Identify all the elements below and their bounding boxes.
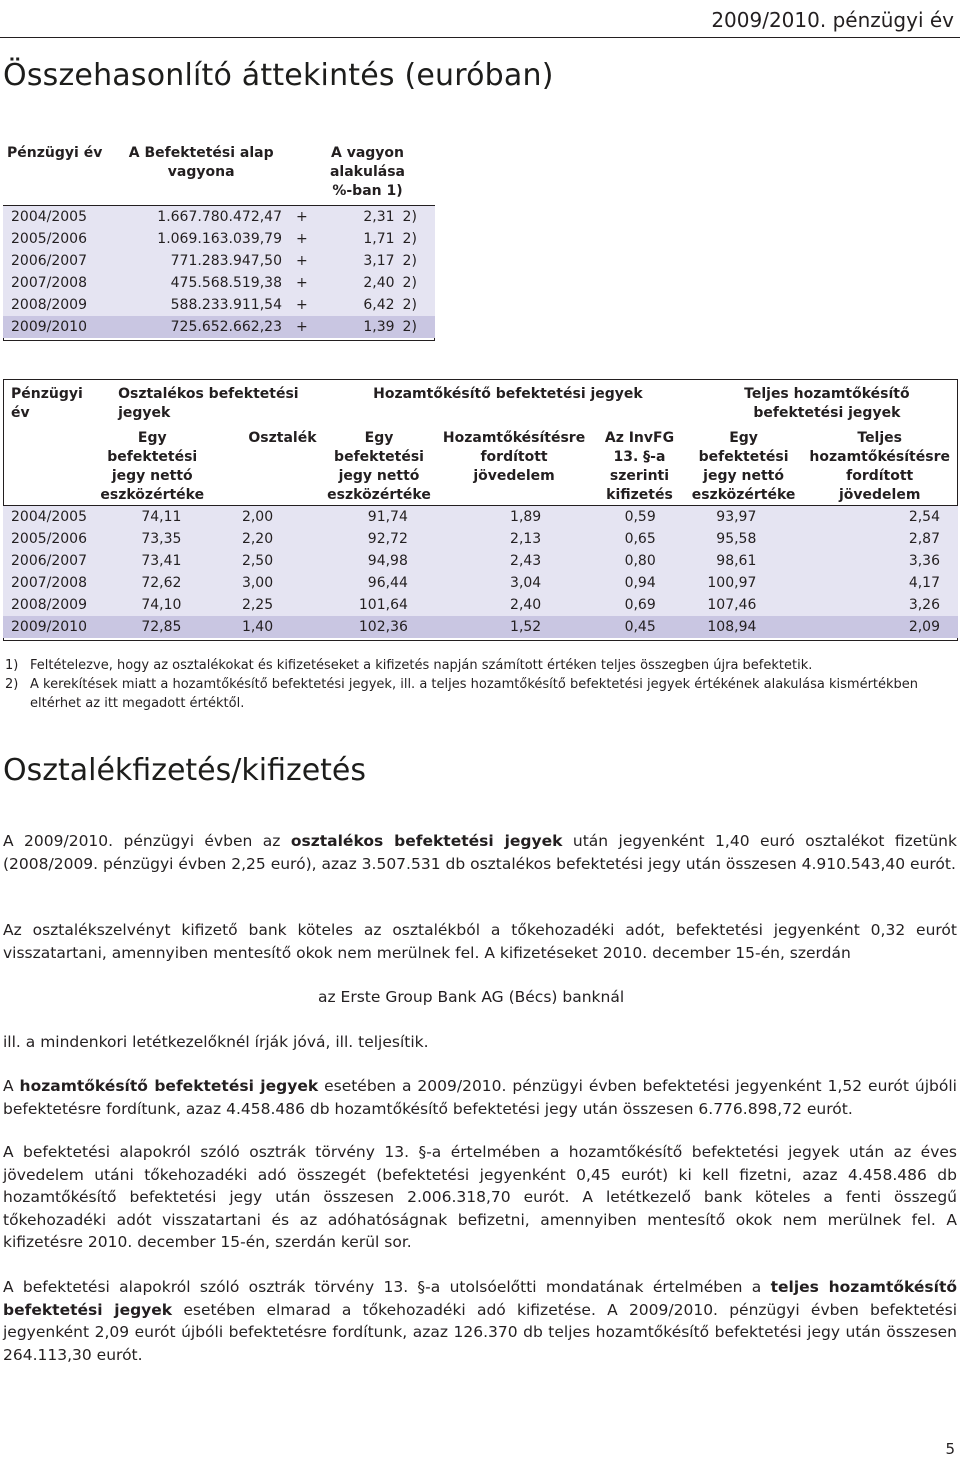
- text-run: esetében a 2009/2010. pénzügyi évben befektetési jegyenként 1,52 eurót újbóli befektetésre fordítunk, azaz 4.458.486 db hozamtőkésítő befektetési jegy után összesen 6.776.898,72 eurót.: [3, 1077, 957, 1118]
- table-row: [3, 250, 435, 272]
- change-cell: 6,42: [326, 294, 402, 316]
- year-cell: 2004/2005: [3, 206, 106, 228]
- payout-cell: 0,94: [593, 572, 686, 594]
- acc-nav-cell: 96,44: [323, 572, 435, 594]
- sign-cell: +: [296, 228, 326, 250]
- table-row: [3, 528, 958, 550]
- table-row: [3, 616, 958, 638]
- acc-nav-cell: 102,36: [323, 616, 435, 638]
- sign-cell: +: [296, 250, 326, 272]
- footnotes: [5, 656, 955, 713]
- div-nav-cell: 73,35: [96, 528, 208, 550]
- full-nav-cell: 95,58: [686, 528, 802, 550]
- text-run-bold: hozamtőkésítő befektetési jegyek: [19, 1077, 319, 1095]
- reinvested-cell: 2,13: [435, 528, 593, 550]
- year-cell: 2007/2008: [3, 572, 96, 594]
- note-cell: 2): [403, 294, 435, 316]
- assets-cell: 475.568.519,38: [106, 272, 296, 294]
- note-cell: 2): [403, 228, 435, 250]
- year-cell: 2008/2009: [3, 294, 106, 316]
- paragraph-dividend: [3, 830, 957, 875]
- reinvested-cell: 3,04: [435, 572, 593, 594]
- group-header-year: Pénzügyi év: [11, 386, 83, 421]
- year-cell: 2006/2007: [3, 550, 96, 572]
- share-value-table: [3, 379, 958, 638]
- table-row: [3, 206, 435, 228]
- table-row: [3, 294, 435, 316]
- year-cell: 2009/2010: [3, 316, 106, 338]
- acc-nav-cell: 94,98: [323, 550, 435, 572]
- paragraph-bank: az Erste Group Bank AG (Bécs) banknál: [318, 988, 625, 1006]
- year-cell: 2005/2006: [3, 528, 96, 550]
- reinvested-cell: 2,43: [435, 550, 593, 572]
- sign-cell: +: [296, 316, 326, 338]
- year-cell: 2004/2005: [3, 506, 96, 528]
- dividend-cell: 2,25: [208, 594, 323, 616]
- subheader-full-nav: Egy befektetési jegy nettó eszközértéke: [691, 430, 796, 503]
- change-cell: 1,39: [326, 316, 402, 338]
- assets-cell: 1.667.780.472,47: [106, 206, 296, 228]
- footnote-number: 1): [5, 658, 19, 673]
- acc-nav-cell: 101,64: [323, 594, 435, 616]
- note-cell: 2): [403, 250, 435, 272]
- div-nav-cell: 74,10: [96, 594, 208, 616]
- year-cell: 2008/2009: [3, 594, 96, 616]
- full-nav-cell: 98,61: [686, 550, 802, 572]
- full-reinvested-cell: 3,26: [801, 594, 958, 616]
- paragraph-tax-law: A befektetési alapokról szóló osztrák törvény 13. §-a értelmében a hozamtőkésítő befektetési jegyek után az éves jövedelem utáni tőkehozadéki adó összegét (befektetési jegyenként 0,45 eurót) ki kell fizetni, azaz 4.458.486 db hozamtőkésítő befektetési jegy után összesen 2.006.318,70 eurót. A letétkezelő bank köteles a fenti összegű tőkehozadéki adót visszatartani és az adóhatóságnak befizetni, amennyiben mentesítő okok nem merülnek fel. A kifizetésre 2010. december 15-én, szerdán kerül sor.: [3, 1143, 957, 1251]
- paragraph-withholding: Az osztalékszelvényt kifizető bank köteles az osztalékból a tőkehozadéki adót, befektetési jegyenként 0,32 eurót visszatartani, amennyiben mentesítő okok nem merülnek fel. A kifizetéseket 2010. december 15-én, szerdán: [3, 921, 957, 962]
- text-run: esetében elmarad a tőkehozadéki adó kifizetése. A 2009/2010. pénzügyi évben befektetési jegyenként 2,09 eurót újbóli befektetésre fordítunk, azaz 126.370 db teljes hozamtőkésítő befektetési jegy után összesen 264.113,30 eurót.: [3, 1300, 957, 1364]
- asset-table: [3, 136, 435, 338]
- acc-nav-cell: 91,74: [323, 506, 435, 528]
- footnote-number: 2): [5, 677, 19, 692]
- subheader-full-reinvested: Teljes hozamtőkésítésre fordított jövedelem: [809, 430, 950, 503]
- change-cell: 1,71: [326, 228, 402, 250]
- sign-cell: +: [296, 272, 326, 294]
- dividend-cell: 2,20: [208, 528, 323, 550]
- fiscal-year-label: 2009/2010. pénzügyi év: [711, 8, 954, 32]
- col-header-change: A vagyon alakulása %-ban 1): [329, 145, 405, 199]
- note-cell: 2): [403, 272, 435, 294]
- sign-cell: +: [296, 206, 326, 228]
- full-reinvested-cell: 2,54: [801, 506, 958, 528]
- full-reinvested-cell: 2,87: [801, 528, 958, 550]
- table-row: [3, 506, 958, 528]
- full-nav-cell: 93,97: [686, 506, 802, 528]
- payout-cell: 0,80: [593, 550, 686, 572]
- table-row: [3, 550, 958, 572]
- assets-cell: 588.233.911,54: [106, 294, 296, 316]
- full-reinvested-cell: 4,17: [801, 572, 958, 594]
- year-cell: 2009/2010: [3, 616, 96, 638]
- footnote-text: Feltételezve, hogy az osztalékokat és kifizetéseket a kifizetés napján számított értéken teljes összegben újra befektetik.: [30, 658, 813, 673]
- div-nav-cell: 72,62: [96, 572, 208, 594]
- paragraph-custodians: ill. a mindenkori letétkezelőknél írják jóvá, ill. teljesítik.: [3, 1033, 429, 1051]
- reinvested-cell: 1,89: [435, 506, 593, 528]
- group-header-accumulating: Hozamtőkésítő befektetési jegyek: [373, 386, 643, 402]
- subheader-div-nav: Egy befektetési jegy nettó eszközértéke: [100, 430, 205, 503]
- div-nav-cell: 73,41: [96, 550, 208, 572]
- page-title: Összehasonlító áttekintés (euróban): [3, 58, 554, 93]
- group-header-full-accumulating: Teljes hozamtőkésítő befektetési jegyek: [744, 386, 910, 421]
- section-title: Osztalékfizetés/kifizetés: [3, 753, 367, 788]
- text-run: után jegyenként 1,40 euró osztalékot fizetünk (2008/2009. pénzügyi évben 2,25 euró), azaz 3.507.531 db osztalékos befektetési jegy után összesen 4.910.543,40 eurót.: [3, 832, 957, 873]
- change-cell: 2,40: [326, 272, 402, 294]
- table-row: [3, 272, 435, 294]
- footnote: [5, 675, 955, 713]
- year-cell: 2007/2008: [3, 272, 106, 294]
- assets-cell: 725.652.662,23: [106, 316, 296, 338]
- payout-cell: 0,65: [593, 528, 686, 550]
- full-reinvested-cell: 3,36: [801, 550, 958, 572]
- assets-cell: 771.283.947,50: [106, 250, 296, 272]
- year-cell: 2005/2006: [3, 228, 106, 250]
- page-number: 5: [945, 1440, 955, 1458]
- acc-nav-cell: 92,72: [323, 528, 435, 550]
- paragraph-full-accumulating: [3, 1276, 957, 1366]
- table-row: [3, 594, 958, 616]
- note-cell: 2): [403, 206, 435, 228]
- text-run: A: [3, 1077, 20, 1095]
- text-run: A 2009/2010. pénzügyi évben az: [3, 832, 291, 850]
- div-nav-cell: 74,11: [96, 506, 208, 528]
- payout-cell: 0,69: [593, 594, 686, 616]
- full-nav-cell: 100,97: [686, 572, 802, 594]
- change-cell: 3,17: [326, 250, 402, 272]
- dividend-cell: 2,50: [208, 550, 323, 572]
- year-cell: 2006/2007: [3, 250, 106, 272]
- col-header-year: Pénzügyi év: [7, 145, 103, 161]
- assets-cell: 1.069.163.039,79: [106, 228, 296, 250]
- note-cell: 2): [403, 316, 435, 338]
- subheader-div-dividend: Osztalék: [248, 430, 317, 446]
- full-nav-cell: 108,94: [686, 616, 802, 638]
- reinvested-cell: 1,52: [435, 616, 593, 638]
- dividend-cell: 2,00: [208, 506, 323, 528]
- subheader-acc-payout: Az InvFG 13. §-a szerinti kifizetés: [604, 430, 675, 503]
- full-reinvested-cell: 2,09: [801, 616, 958, 638]
- footnote-text: A kerekítések miatt a hozamtőkésítő befektetési jegyek, ill. a teljes hozamtőkésítő befektetési jegyek értékének alakulása kismértékben eltérhet az itt megadott értéktől.: [30, 677, 919, 711]
- text-run: A befektetési alapokról szóló osztrák törvény 13. §-a utolsóelőtti mondatának értelmében a: [3, 1278, 771, 1296]
- paragraph-accumulating: [3, 1075, 957, 1120]
- reinvested-cell: 2,40: [435, 594, 593, 616]
- footnote: [5, 656, 955, 675]
- change-cell: 2,31: [326, 206, 402, 228]
- header-rule: [0, 37, 960, 38]
- full-nav-cell: 107,46: [686, 594, 802, 616]
- div-nav-cell: 72,85: [96, 616, 208, 638]
- payout-cell: 0,45: [593, 616, 686, 638]
- subheader-acc-reinvested: Hozamtőkésítésre fordított jövedelem: [442, 430, 586, 484]
- dividend-cell: 1,40: [208, 616, 323, 638]
- payout-cell: 0,59: [593, 506, 686, 528]
- text-run-bold: osztalékos befektetési jegyek: [290, 832, 563, 850]
- dividend-cell: 3,00: [208, 572, 323, 594]
- col-header-assets: A Befektetési alap vagyona: [128, 145, 274, 180]
- text-run-bold: teljes hozamtőkésítő befektetési jegyek: [3, 1278, 958, 1319]
- sign-cell: +: [296, 294, 326, 316]
- table-row: [3, 228, 435, 250]
- subheader-acc-nav: Egy befektetési jegy nettó eszközértéke: [327, 430, 431, 503]
- table-row: [3, 316, 435, 338]
- table-row: [3, 572, 958, 594]
- group-header-dividend: Osztalékos befektetési jegyek: [118, 386, 299, 421]
